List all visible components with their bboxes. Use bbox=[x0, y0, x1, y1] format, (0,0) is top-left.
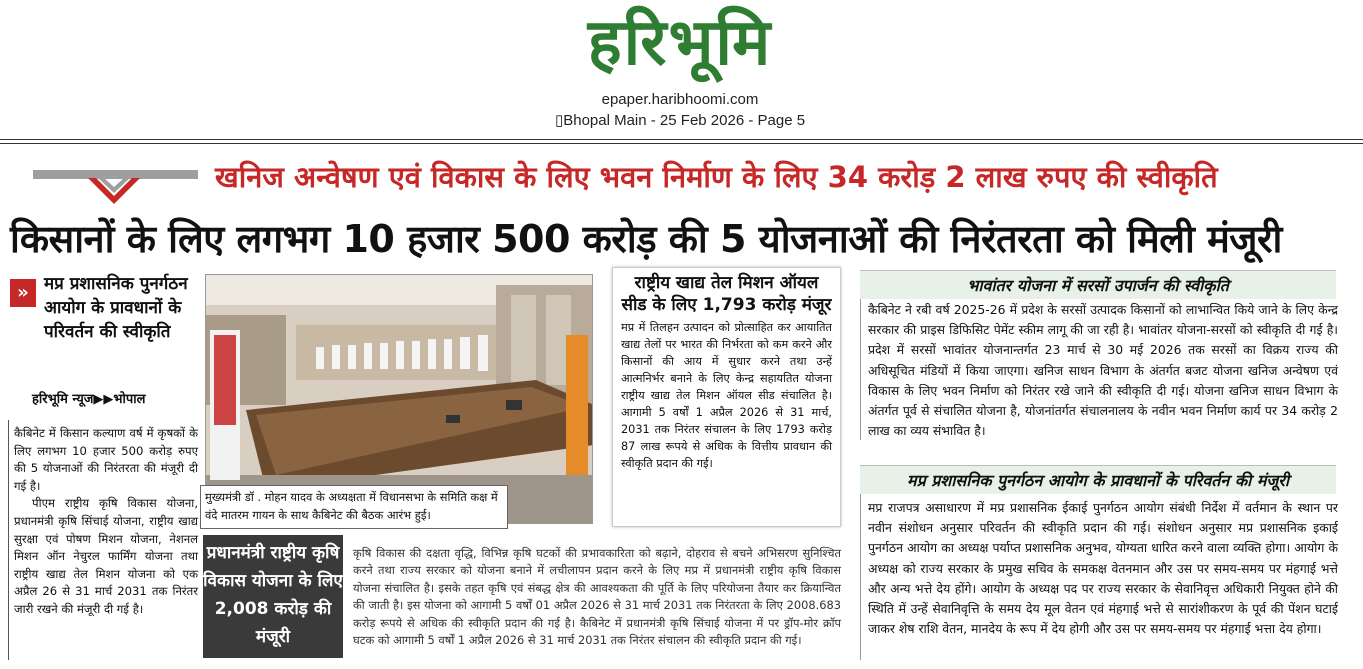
epaper-url[interactable]: epaper.haribhoomi.com bbox=[601, 91, 759, 108]
right-story1-body: कैबिनेट ने रबी वर्ष 2025-26 में प्रदेश के सरसों उत्पादक किसानों को लाभान्वित किये जाने के लिए केन्द्र सरकार की प्राइस डिफिसिट पेमेंट स्कीम लागू की जा रही है। भावांतर योजना-सरसों को स्वीकृति दी गई है। प्रदेश में सरसों भावांतर योजनान्तर्गत 23 मार्च से 30 मई 2026 तक सरसों का विक्रय राज्य की अधिसूचित मंडियों में किया जाएगा। खनिज साधन विभाग के अंतर्गत बजट योजना खनिज अन्वेषण एवं विकास के लिए भवन निर्माण को निरंतर रखे जाने की स्वीकृति दी गई। योजना खनिज साधन विभाग के अंतर्गत पूर्व से संचालित योजना है, योजनांतर्गत संचालनालय के नवीन भवन निर्माण कार्य पर 34 करोड़ 2 लाख का व्यय संभावित है। bbox=[868, 302, 1338, 439]
calendar-icon: ▯ bbox=[554, 112, 564, 129]
column-rule bbox=[860, 465, 861, 660]
right-story2-headline: मप्र प्रशासनिक पुनर्गठन आयोग के प्रावधानों के परिवर्तन की मंजूरी bbox=[860, 465, 1336, 494]
oilseed-mission-box bbox=[612, 267, 841, 527]
paragraph: आगामी 5 वर्षों 1 अप्रैल 2026 से 31 मार्च, 2031 तक निरंतर संचालन के लिए 1793 करोड़ 87 लाख रूपये से अधिक के वित्तीय प्रावधान की स्वीकृति प्रदान की गई। bbox=[621, 406, 832, 470]
photo-caption: मुख्यमंत्री डॉ . मोहन यादव के अध्यक्षता में विधानसभा के समिति कक्ष में वंदे मातरम गायन के साथ कैबिनेट की बैठक आरंभ हुई। bbox=[200, 485, 508, 529]
newspaper-logo: हरिभूमि bbox=[587, 6, 773, 80]
chevron-down-icon bbox=[88, 178, 140, 208]
main-headline: किसानों के लिए लगभग 10 हजार 500 करोड़ की 5 योजनाओं की निरंतरता को मिली मंजूरी bbox=[10, 217, 1282, 261]
middle-story-headline: राष्ट्रीय खाद्य तेल मिशन ऑयल सीड के लिए 1,793 करोड़ मंजूर bbox=[621, 273, 832, 315]
bottom-story-body: कृषि विकास की दक्षता वृद्धि, विभिन्न कृषि घटकों की प्रभावकारिता को बढ़ाने, दोहराव से बचने अभिसरण सुनिश्चित करने तथा राज्य सरकार को योजना बनाने में लचीलापन प्रदान करने के लिए मप्र में प्रधानमंत्री राष्ट्रीय कृषि विकास योजना संचालित है। इसके तहत कृषि एवं संबद्ध क्षेत्र की आवश्यकता की पूर्ति के लिए परियोजना तैयार कर क्रियान्वित की जाती है। इस योजना को आगामी 5 वर्षों 01 अप्रैल 2026 से 31 मार्च 2031 तक निरंतरता के लिए 2008.683 करोड़ रूपये से अधिक की स्वीकृति प्रदान की गई है। कैबिनेट में प्रधानमंत्री कृषि सिंचाई योजना में पर ड्रॉप-मोर क्रॉप घटक को आगामी 5 वर्षों 1 अप्रैल 2026 से 31 मार्च 2031 तक निरंतर संचालन की स्वीकृति प्रदान की गई। bbox=[353, 546, 841, 648]
kicker-headline: खनिज अन्वेषण एवं विकास के लिए भवन निर्माण के लिए 34 करोड़ 2 लाख रुपए की स्वीकृति bbox=[215, 160, 1218, 194]
right-story1-headline: भावांतर योजना में सरसों उपार्जन की स्वीकृति bbox=[860, 270, 1336, 299]
paragraph: पीएम राष्ट्रीय कृषि विकास योजना, प्रधानमंत्री कृषि सिंचाई योजना, राष्ट्रीय खाद्य सुरक्षा एवं पोषण मिशन योजना, नेशनल मिशन ऑन नेचुरल फार्मिंग योजना तथा राष्ट्रीय खाद्य तेल मिशन योजना को एक अप्रैल 26 से 31 मार्च 2031 तक निरंतर जारी रखने की मंजूरी दी गई है। bbox=[14, 496, 198, 616]
edition-label: Bhopal Main - 25 Feb 2026 - Page 5 bbox=[563, 112, 806, 129]
paragraph: मप्र में तिलहन उत्पादन को प्रोत्साहित कर आयातित खाद्य तेलों पर भारत की निर्भरता को कम करने और किसानों की आय में सुधार करने तथा उन्हें आत्मनिर्भर बनाने के लिए केन्द्र सहायतित योजना राष्ट्रीय खाद्य तेल मिशन ऑयल सीड संचालित है। bbox=[621, 321, 832, 402]
double-arrow-icon: » bbox=[10, 279, 36, 307]
paragraph: कैबिनेट में किसान कल्याण वर्ष में कृषकों के लिए लगभग 10 हजार 500 करोड़ रुपए की 5 योजनाओं की निरंतरता की मंजूरी दी गई है। bbox=[14, 426, 198, 493]
middle-story-body bbox=[621, 319, 832, 472]
bottom-story-headline: प्रधानमंत्री राष्ट्रीय कृषि विकास योजना के लिए 2,008 करोड़ की मंजूरी bbox=[203, 535, 343, 658]
column-rule bbox=[8, 420, 9, 660]
byline: हरिभूमि न्यूज▶▶भोपाल bbox=[32, 392, 146, 407]
masthead-divider bbox=[0, 139, 1363, 144]
edition-info bbox=[520, 111, 840, 129]
right-story2-body: मप्र राजपत्र असाधारण में मप्र प्रशासनिक ईकाई पुनर्गठन आयोग संबंधी निर्देश में वर्तमान के स्थान पर नवीन संशोधन अनुसार परिवर्तन की स्वीकृति प्रदान की गई। संशोधन अनुसार मप्र प्रशासनिक इकाई पुनर्गठन आयोग का अध्यक्ष पर्याप्त प्रशासनिक अनुभव, योग्यता धारित करने वाला व्यक्ति होगा। आयोग के अध्यक्ष को राज्य सरकार के प्रमुख सचिव के समकक्ष वेतनमान और उस पर समय-समय पर मंहगाई भत्ते और अन्य भत्ते देय होंगे। आयोग के अध्यक्ष पद पर राज्य सरकार के सेवानिवृत्त अधिकारी नियुक्त होने की स्थिति में उन्हें सेवानिवृत्ति के समय देय मूल वेतन एवं मंहगाई भत्ते से सारांशीकरण के पूर्व की पेंशन घटाई जाकर शेष राशि वेतन, मानदेय के रूप में देय होगी और उस पर समय-समय पर मंहगाई भत्ता देय होगा। bbox=[868, 500, 1338, 637]
left-story-body bbox=[14, 425, 198, 619]
left-story-headline: मप्र प्रशासनिक पुनर्गठन आयोग के प्रावधानों के परिवर्तन की स्वीकृति bbox=[44, 274, 188, 342]
